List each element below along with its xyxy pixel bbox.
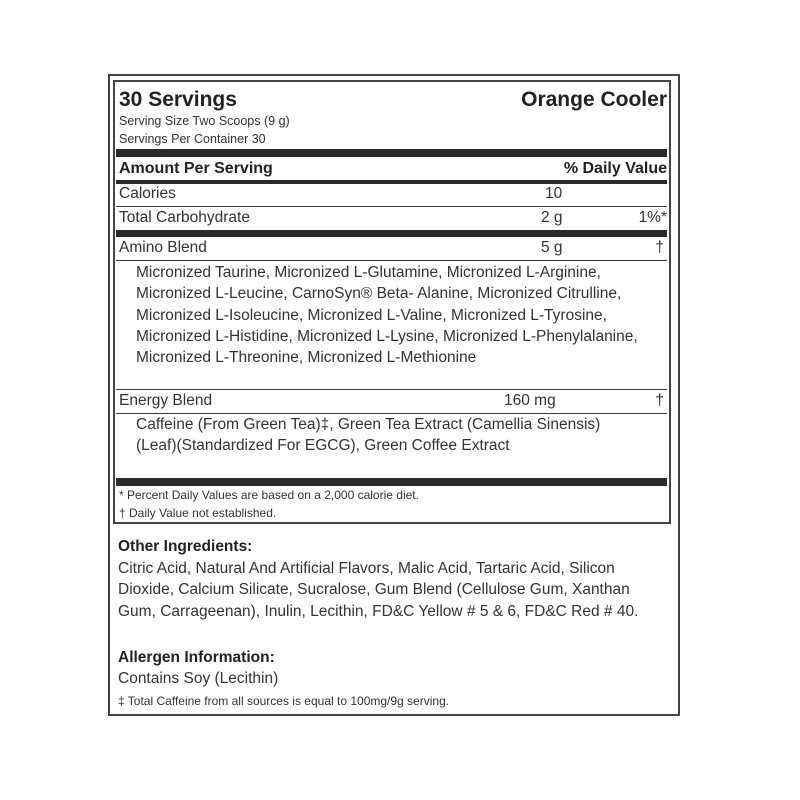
calories-label: Calories (119, 185, 176, 202)
amount-per-serving-header: Amount Per Serving (119, 160, 273, 177)
dv-not-established-footnote: † Daily Value not established. (119, 506, 277, 520)
energy-blend-dv: † (655, 392, 664, 409)
flavor-name: Orange Cooler (521, 88, 667, 111)
thick-divider (116, 230, 667, 237)
energy-blend-amount: 160 mg (504, 392, 556, 409)
row-divider (116, 389, 667, 390)
amino-blend-ingredients: Micronized Taurine, Micronized L-Glutamine, Micronized L-Arginine, Micronized L-Leucine, CarnoSyn® Beta- Alanine, Micronized Citrulline, Micronized L-Isoleucine, Micronized L-Valine, Micronized L-Tyrosine, Micronized L-Histidine, Micronized L-Lysine, Micronized L-Phenylalanine, Micronized L-Threonine, Micronized L-Methionine (136, 264, 638, 367)
other-ingredients-heading: Other Ingredients: (118, 538, 253, 555)
allergen-heading: Allergen Information: (118, 649, 275, 666)
header-divider (116, 180, 667, 184)
amino-blend-amount: 5 g (541, 239, 563, 256)
row-divider (116, 206, 667, 207)
other-ingredients-text: Citric Acid, Natural And Artificial Flavors, Malic Acid, Tartaric Acid, Silicon Dioxide, Calcium Silicate, Sucralose, Gum Blend (Cellulose Gum, Xanthan Gum, Carrageenan), Inulin, Lecithin, FD&C Yellow # 5 & 6, FD&C Red # 40. (118, 560, 639, 620)
energy-blend-label: Energy Blend (119, 392, 213, 409)
amino-blend-label: Amino Blend (119, 239, 207, 256)
total-carbohydrate-amount: 2 g (541, 209, 563, 226)
thick-divider (116, 478, 667, 486)
energy-blend-ingredients: Caffeine (From Green Tea)‡, Green Tea Extract (Camellia Sinensis)(Leaf)(Standardized For EGCG), Green Coffee Extract (136, 416, 601, 455)
amino-blend-dv: † (655, 239, 664, 256)
daily-value-header: % Daily Value (563, 160, 667, 177)
row-divider (116, 260, 667, 261)
percent-dv-footnote: * Percent Daily Values are based on a 2,000 calorie diet. (119, 488, 419, 502)
servings-per-container: Servings Per Container 30 (119, 132, 266, 146)
servings-title: 30 Servings (119, 88, 237, 111)
caffeine-footnote: ‡ Total Caffeine from all sources is equal to 100mg/9g serving. (118, 694, 450, 708)
allergen-text: Contains Soy (Lecithin) (118, 670, 279, 687)
serving-size: Serving Size Two Scoops (9 g) (119, 114, 290, 128)
calories-amount: 10 (545, 185, 563, 202)
thick-divider (116, 149, 667, 157)
total-carbohydrate-dv: 1%* (638, 209, 667, 226)
total-carbohydrate-label: Total Carbohydrate (119, 209, 250, 226)
